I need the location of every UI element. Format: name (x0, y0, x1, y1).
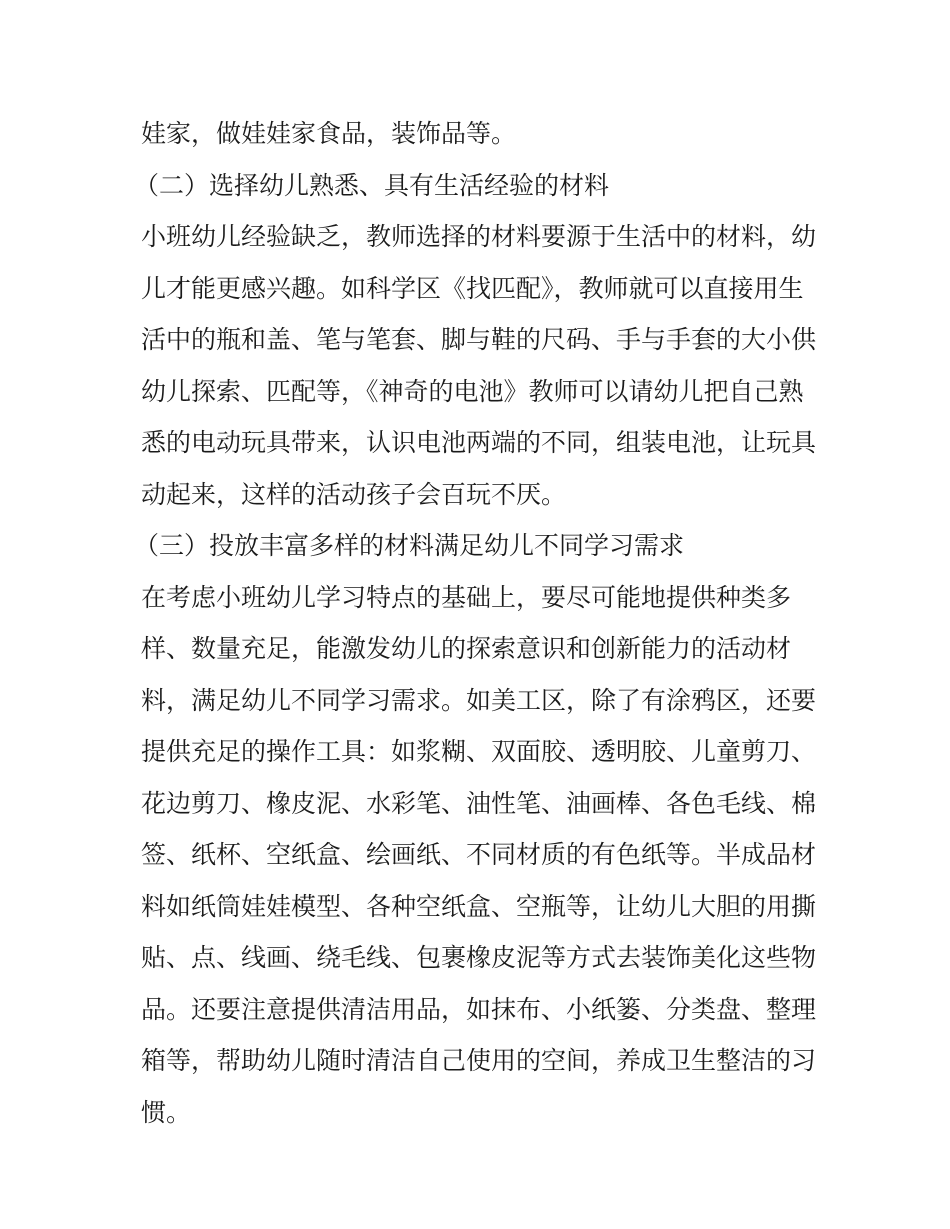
paragraph-line: 料，满足幼儿不同学习需求。如美工区，除了有涂鸦区，还要 (141, 685, 816, 715)
paragraph-line: 在考虑小班幼儿学习特点的基础上，要尽可能地提供种类多 (141, 582, 792, 612)
paragraph-line: 惯。 (141, 1097, 192, 1127)
section-heading: （二）选择幼儿熟悉、具有生活经验的材料 (134, 170, 610, 200)
paragraph-line: 品。还要注意提供清洁用品，如抹布、小纸篓、分类盘、整理 (141, 994, 816, 1024)
paragraph-line: 悉的电动玩具带来，认识电池两端的不同，组装电池，让玩具 (141, 428, 816, 457)
paragraph-line: 小班幼儿经验缺乏，教师选择的材料要源于生活中的材料，幼 (141, 222, 816, 251)
paragraph-line: 活中的瓶和盖、笔与笔套、脚与鞋的尺码、手与手套的大小供 (141, 325, 816, 354)
body-text (134, 108, 816, 1138)
paragraph-line: 贴、点、线画、绕毛线、包裹橡皮泥等方式去装饰美化这些物 (141, 943, 816, 972)
paragraph-line: 料如纸筒娃娃模型、各种空纸盒、空瓶等，让幼儿大胆的用撕 (141, 891, 816, 921)
paragraph-line: 儿才能更感兴趣。如科学区《找匹配》，教师就可以直接用生 (141, 273, 804, 303)
paragraph-line: 动起来，这样的活动孩子会百玩不厌。 (141, 479, 567, 509)
paragraph-line: 签、纸杯、空纸盒、绘画纸、不同材质的有色纸等。半成品材 (141, 840, 816, 869)
section-heading: （三）投放丰富多样的材料满足幼儿不同学习需求 (134, 531, 685, 560)
paragraph-line: 幼儿探索、匹配等，《神奇的电池》教师可以请幼儿把自己熟 (141, 376, 804, 406)
paragraph-line: 娃家，做娃娃家食品，装饰品等。 (141, 119, 517, 148)
paragraph-line: 样、数量充足，能激发幼儿的探索意识和创新能力的活动材 (141, 634, 792, 663)
paragraph-line: 箱等，帮助幼儿随时清洁自己使用的空间，养成卫生整洁的习 (141, 1046, 816, 1075)
paragraph-line: 花边剪刀、橡皮泥、水彩笔、油性笔、油画棒、各色毛线、棉 (141, 788, 816, 818)
paragraph-line: 提供充足的操作工具：如浆糊、双面胶、透明胶、儿童剪刀、 (141, 737, 816, 766)
